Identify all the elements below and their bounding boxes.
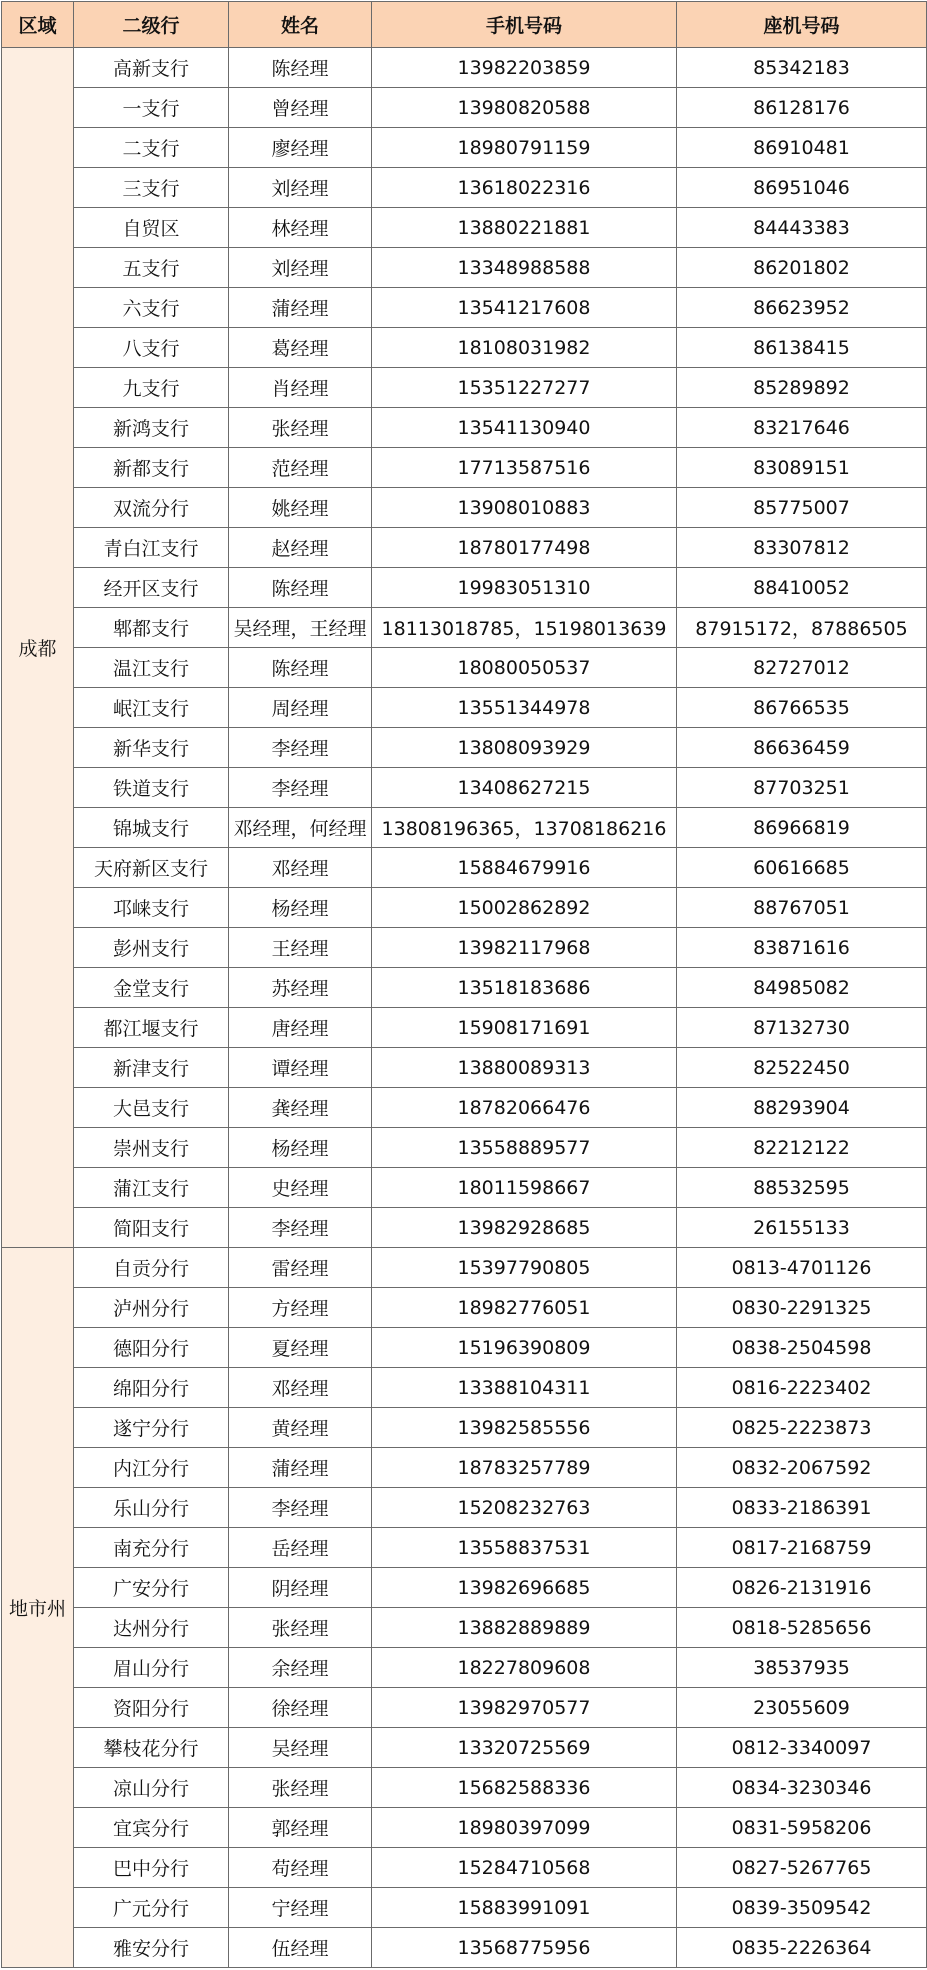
table-row	[2, 568, 927, 608]
table-row	[2, 728, 927, 768]
name-cell: 夏经理	[229, 1328, 372, 1368]
table-row	[2, 768, 927, 808]
name-cell: 刘经理	[229, 248, 372, 288]
table-row	[2, 88, 927, 128]
branch-cell: 铁道支行	[74, 768, 229, 808]
table-row	[2, 1368, 927, 1408]
name-cell: 杨经理	[229, 1128, 372, 1168]
table-row	[2, 1928, 927, 1968]
landline-cell: 86636459	[677, 728, 927, 768]
name-cell: 张经理	[229, 408, 372, 448]
mobile-cell: 18782066476	[372, 1088, 677, 1128]
landline-cell: 0818-5285656	[677, 1608, 927, 1648]
name-cell: 余经理	[229, 1648, 372, 1688]
landline-cell: 86966819	[677, 808, 927, 848]
mobile-cell: 13618022316	[372, 168, 677, 208]
name-cell: 吴经理，王经理	[229, 608, 372, 648]
name-cell: 阴经理	[229, 1568, 372, 1608]
branch-cell: 攀枝花分行	[74, 1728, 229, 1768]
table-row	[2, 888, 927, 928]
table-row	[2, 208, 927, 248]
table-row	[2, 1048, 927, 1088]
table-row	[2, 808, 927, 848]
table-row	[2, 1728, 927, 1768]
branch-cell: 二支行	[74, 128, 229, 168]
landline-cell: 0833-2186391	[677, 1488, 927, 1528]
mobile-cell: 18011598667	[372, 1168, 677, 1208]
landline-cell: 88767051	[677, 888, 927, 928]
landline-cell: 0813-4701126	[677, 1248, 927, 1288]
header-row	[2, 2, 927, 48]
landline-cell: 85775007	[677, 488, 927, 528]
branch-cell: 六支行	[74, 288, 229, 328]
region-cell: 地市州	[2, 1248, 74, 1968]
table-row	[2, 1488, 927, 1528]
table-row	[2, 688, 927, 728]
landline-cell: 86138415	[677, 328, 927, 368]
name-cell: 曾经理	[229, 88, 372, 128]
branch-cell: 崇州支行	[74, 1128, 229, 1168]
branch-cell: 新鸿支行	[74, 408, 229, 448]
mobile-cell: 13551344978	[372, 688, 677, 728]
branch-cell: 郫都支行	[74, 608, 229, 648]
table-row	[2, 1088, 927, 1128]
name-cell: 伍经理	[229, 1928, 372, 1968]
mobile-cell: 13882889889	[372, 1608, 677, 1648]
mobile-cell: 18780177498	[372, 528, 677, 568]
region-cell: 成都	[2, 48, 74, 1248]
table-row	[2, 648, 927, 688]
mobile-cell: 15397790805	[372, 1248, 677, 1288]
landline-cell: 0816-2223402	[677, 1368, 927, 1408]
branch-cell: 八支行	[74, 328, 229, 368]
landline-cell: 23055609	[677, 1688, 927, 1728]
name-cell: 徐经理	[229, 1688, 372, 1728]
branch-cell: 青白江支行	[74, 528, 229, 568]
header-region: 区域	[2, 2, 74, 48]
branch-cell: 自贡分行	[74, 1248, 229, 1288]
table-row	[2, 168, 927, 208]
mobile-cell: 13982203859	[372, 48, 677, 88]
table-row	[2, 328, 927, 368]
branch-cell: 雅安分行	[74, 1928, 229, 1968]
branch-cell: 简阳支行	[74, 1208, 229, 1248]
mobile-cell: 13808093929	[372, 728, 677, 768]
mobile-cell: 13568775956	[372, 1928, 677, 1968]
table-row	[2, 1288, 927, 1328]
landline-cell: 0830-2291325	[677, 1288, 927, 1328]
landline-cell: 0839-3509542	[677, 1888, 927, 1928]
name-cell: 唐经理	[229, 1008, 372, 1048]
name-cell: 李经理	[229, 728, 372, 768]
name-cell: 蒲经理	[229, 1448, 372, 1488]
branch-cell: 天府新区支行	[74, 848, 229, 888]
header-branch: 二级行	[74, 2, 229, 48]
name-cell: 刘经理	[229, 168, 372, 208]
table-row	[2, 48, 927, 88]
table-row	[2, 1528, 927, 1568]
landline-cell: 86128176	[677, 88, 927, 128]
branch-cell: 自贸区	[74, 208, 229, 248]
mobile-cell: 18783257789	[372, 1448, 677, 1488]
mobile-cell: 15883991091	[372, 1888, 677, 1928]
landline-cell: 0827-5267765	[677, 1848, 927, 1888]
mobile-cell: 15208232763	[372, 1488, 677, 1528]
mobile-cell: 13982970577	[372, 1688, 677, 1728]
branch-cell: 蒲江支行	[74, 1168, 229, 1208]
mobile-cell: 13880221881	[372, 208, 677, 248]
name-cell: 李经理	[229, 1208, 372, 1248]
mobile-cell: 18080050537	[372, 648, 677, 688]
landline-cell: 84985082	[677, 968, 927, 1008]
landline-cell: 88410052	[677, 568, 927, 608]
branch-cell: 岷江支行	[74, 688, 229, 728]
landline-cell: 83089151	[677, 448, 927, 488]
mobile-cell: 15002862892	[372, 888, 677, 928]
landline-cell: 85342183	[677, 48, 927, 88]
landline-cell: 0834-3230346	[677, 1768, 927, 1808]
landline-cell: 87915172，87886505	[677, 608, 927, 648]
table-row	[2, 1808, 927, 1848]
name-cell: 黄经理	[229, 1408, 372, 1448]
landline-cell: 0838-2504598	[677, 1328, 927, 1368]
branch-cell: 锦城支行	[74, 808, 229, 848]
branch-cell: 大邑支行	[74, 1088, 229, 1128]
branch-cell: 巴中分行	[74, 1848, 229, 1888]
name-cell: 肖经理	[229, 368, 372, 408]
mobile-cell: 15908171691	[372, 1008, 677, 1048]
branch-cell: 五支行	[74, 248, 229, 288]
branch-cell: 达州分行	[74, 1608, 229, 1648]
mobile-cell: 13408627215	[372, 768, 677, 808]
mobile-cell: 18108031982	[372, 328, 677, 368]
mobile-cell: 13558837531	[372, 1528, 677, 1568]
landline-cell: 83217646	[677, 408, 927, 448]
landline-cell: 0832-2067592	[677, 1448, 927, 1488]
landline-cell: 26155133	[677, 1208, 927, 1248]
mobile-cell: 15884679916	[372, 848, 677, 888]
table-row	[2, 848, 927, 888]
branch-cell: 经开区支行	[74, 568, 229, 608]
table-row	[2, 1688, 927, 1728]
name-cell: 方经理	[229, 1288, 372, 1328]
table-row	[2, 288, 927, 328]
branch-cell: 广安分行	[74, 1568, 229, 1608]
mobile-cell: 13982585556	[372, 1408, 677, 1448]
mobile-cell: 19983051310	[372, 568, 677, 608]
landline-cell: 88532595	[677, 1168, 927, 1208]
name-cell: 李经理	[229, 1488, 372, 1528]
table-row	[2, 528, 927, 568]
table-row	[2, 1608, 927, 1648]
branch-cell: 凉山分行	[74, 1768, 229, 1808]
table-row	[2, 1448, 927, 1488]
landline-cell: 38537935	[677, 1648, 927, 1688]
name-cell: 史经理	[229, 1168, 372, 1208]
name-cell: 赵经理	[229, 528, 372, 568]
mobile-cell: 13518183686	[372, 968, 677, 1008]
name-cell: 雷经理	[229, 1248, 372, 1288]
name-cell: 邓经理，何经理	[229, 808, 372, 848]
table-row	[2, 1328, 927, 1368]
branch-cell: 金堂支行	[74, 968, 229, 1008]
table-row	[2, 128, 927, 168]
table-row	[2, 248, 927, 288]
header-mobile: 手机号码	[372, 2, 677, 48]
branch-cell: 一支行	[74, 88, 229, 128]
landline-cell: 86623952	[677, 288, 927, 328]
mobile-cell: 13558889577	[372, 1128, 677, 1168]
name-cell: 岳经理	[229, 1528, 372, 1568]
landline-cell: 0826-2131916	[677, 1568, 927, 1608]
mobile-cell: 15682588336	[372, 1768, 677, 1808]
mobile-cell: 18227809608	[372, 1648, 677, 1688]
mobile-cell: 17713587516	[372, 448, 677, 488]
landline-cell: 0817-2168759	[677, 1528, 927, 1568]
mobile-cell: 13880089313	[372, 1048, 677, 1088]
table-row	[2, 1208, 927, 1248]
branch-cell: 双流分行	[74, 488, 229, 528]
branch-cell: 绵阳分行	[74, 1368, 229, 1408]
landline-cell: 82727012	[677, 648, 927, 688]
branch-cell: 广元分行	[74, 1888, 229, 1928]
mobile-cell: 13808196365，13708186216	[372, 808, 677, 848]
branch-cell: 泸州分行	[74, 1288, 229, 1328]
branch-cell: 宜宾分行	[74, 1808, 229, 1848]
table-body	[2, 48, 927, 1968]
name-cell: 葛经理	[229, 328, 372, 368]
branch-cell: 彭州支行	[74, 928, 229, 968]
table-row	[2, 1848, 927, 1888]
table-row	[2, 448, 927, 488]
branch-cell: 邛崃支行	[74, 888, 229, 928]
landline-cell: 86951046	[677, 168, 927, 208]
name-cell: 张经理	[229, 1608, 372, 1648]
landline-cell: 60616685	[677, 848, 927, 888]
mobile-cell: 18980791159	[372, 128, 677, 168]
table-row	[2, 1408, 927, 1448]
landline-cell: 87132730	[677, 1008, 927, 1048]
landline-cell: 86910481	[677, 128, 927, 168]
table-row	[2, 408, 927, 448]
name-cell: 陈经理	[229, 48, 372, 88]
landline-cell: 87703251	[677, 768, 927, 808]
name-cell: 吴经理	[229, 1728, 372, 1768]
landline-cell: 83871616	[677, 928, 927, 968]
header-name: 姓名	[229, 2, 372, 48]
name-cell: 蒲经理	[229, 288, 372, 328]
header-landline: 座机号码	[677, 2, 927, 48]
name-cell: 苟经理	[229, 1848, 372, 1888]
table-row	[2, 1248, 927, 1288]
landline-cell: 85289892	[677, 368, 927, 408]
table-row	[2, 608, 927, 648]
name-cell: 陈经理	[229, 568, 372, 608]
branch-cell: 南充分行	[74, 1528, 229, 1568]
name-cell: 张经理	[229, 1768, 372, 1808]
branch-cell: 新津支行	[74, 1048, 229, 1088]
name-cell: 王经理	[229, 928, 372, 968]
name-cell: 谭经理	[229, 1048, 372, 1088]
mobile-cell: 13908010883	[372, 488, 677, 528]
table-row	[2, 1648, 927, 1688]
branch-cell: 新都支行	[74, 448, 229, 488]
mobile-cell: 13388104311	[372, 1368, 677, 1408]
name-cell: 廖经理	[229, 128, 372, 168]
branch-cell: 三支行	[74, 168, 229, 208]
landline-cell: 0825-2223873	[677, 1408, 927, 1448]
name-cell: 周经理	[229, 688, 372, 728]
branch-cell: 都江堰支行	[74, 1008, 229, 1048]
landline-cell: 0812-3340097	[677, 1728, 927, 1768]
contact-table	[1, 1, 927, 1968]
table-row	[2, 968, 927, 1008]
landline-cell: 0831-5958206	[677, 1808, 927, 1848]
table-row	[2, 368, 927, 408]
mobile-cell: 15284710568	[372, 1848, 677, 1888]
name-cell: 陈经理	[229, 648, 372, 688]
landline-cell: 88293904	[677, 1088, 927, 1128]
mobile-cell: 15196390809	[372, 1328, 677, 1368]
landline-cell: 86201802	[677, 248, 927, 288]
mobile-cell: 13541130940	[372, 408, 677, 448]
branch-cell: 德阳分行	[74, 1328, 229, 1368]
name-cell: 林经理	[229, 208, 372, 248]
name-cell: 姚经理	[229, 488, 372, 528]
mobile-cell: 13348988588	[372, 248, 677, 288]
name-cell: 邓经理	[229, 848, 372, 888]
mobile-cell: 13982696685	[372, 1568, 677, 1608]
branch-cell: 资阳分行	[74, 1688, 229, 1728]
table-row	[2, 488, 927, 528]
name-cell: 郭经理	[229, 1808, 372, 1848]
landline-cell: 86766535	[677, 688, 927, 728]
table-row	[2, 1888, 927, 1928]
landline-cell: 84443383	[677, 208, 927, 248]
table-row	[2, 1168, 927, 1208]
mobile-cell: 13980820588	[372, 88, 677, 128]
mobile-cell: 13541217608	[372, 288, 677, 328]
landline-cell: 82212122	[677, 1128, 927, 1168]
table-row	[2, 1128, 927, 1168]
name-cell: 宁经理	[229, 1888, 372, 1928]
name-cell: 苏经理	[229, 968, 372, 1008]
name-cell: 李经理	[229, 768, 372, 808]
mobile-cell: 18982776051	[372, 1288, 677, 1328]
mobile-cell: 18980397099	[372, 1808, 677, 1848]
branch-cell: 温江支行	[74, 648, 229, 688]
mobile-cell: 13320725569	[372, 1728, 677, 1768]
mobile-cell: 15351227277	[372, 368, 677, 408]
landline-cell: 0835-2226364	[677, 1928, 927, 1968]
landline-cell: 83307812	[677, 528, 927, 568]
table-row	[2, 1768, 927, 1808]
branch-cell: 高新支行	[74, 48, 229, 88]
branch-cell: 新华支行	[74, 728, 229, 768]
branch-cell: 内江分行	[74, 1448, 229, 1488]
branch-cell: 眉山分行	[74, 1648, 229, 1688]
name-cell: 邓经理	[229, 1368, 372, 1408]
landline-cell: 82522450	[677, 1048, 927, 1088]
branch-cell: 乐山分行	[74, 1488, 229, 1528]
table-row	[2, 928, 927, 968]
table-row	[2, 1568, 927, 1608]
name-cell: 龚经理	[229, 1088, 372, 1128]
table-header	[2, 2, 927, 48]
mobile-cell: 13982117968	[372, 928, 677, 968]
table-row	[2, 1008, 927, 1048]
name-cell: 杨经理	[229, 888, 372, 928]
mobile-cell: 13982928685	[372, 1208, 677, 1248]
branch-cell: 九支行	[74, 368, 229, 408]
name-cell: 范经理	[229, 448, 372, 488]
branch-cell: 遂宁分行	[74, 1408, 229, 1448]
mobile-cell: 18113018785，15198013639	[372, 608, 677, 648]
